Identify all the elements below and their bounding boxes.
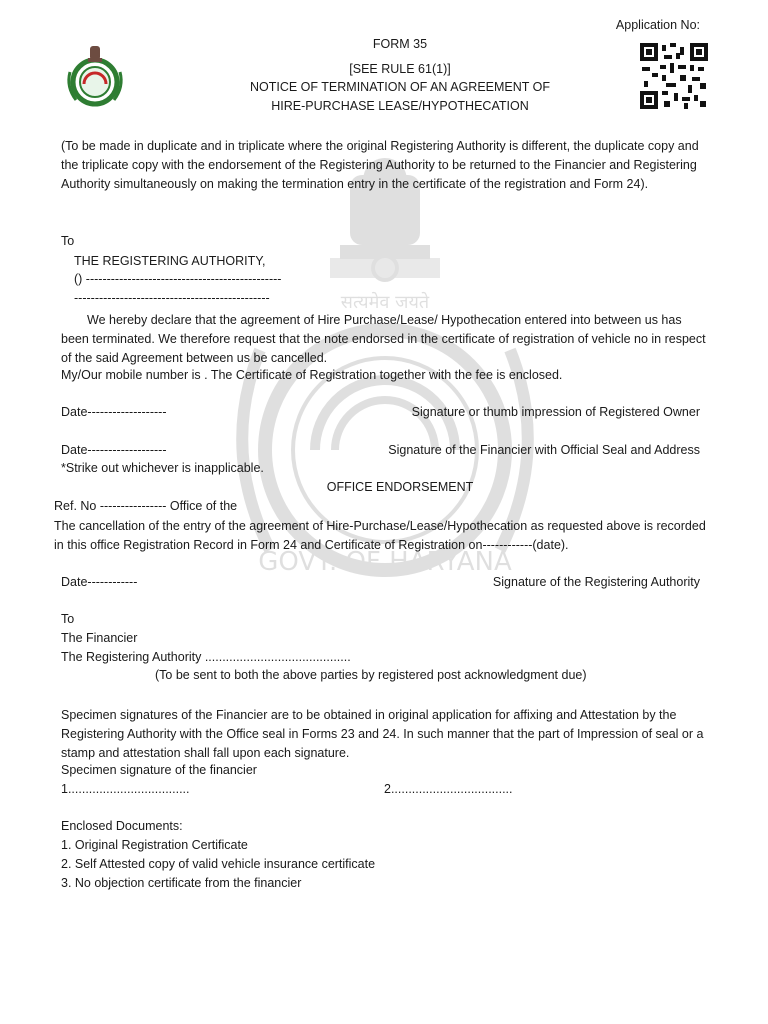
recipient-financier: The Financier bbox=[61, 631, 138, 645]
registering-authority-signature: Signature of the Registering Authority bbox=[492, 575, 700, 589]
specimen-paragraph: Specimen signatures of the Financier are to be obtained in original application for affixing and Attestation by the Registering Authority with the Office seal in Forms 23 and 24. In such manner that the part of Impression of seal or a stamp and attestation shall fall upon each signature. bbox=[61, 708, 704, 760]
intro-paragraph: (To be made in duplicate and in triplicate where the original Registering Authority is different, the duplicate copy and the triplicate copy with the endorsement of the Registering Authority to be returned to the Financier and Registering Authority simultaneously on making the termination entry in the certificate of the registration and Form 24). bbox=[61, 139, 699, 191]
dispatch-note: (To be sent to both the above parties by registered post acknowledgment due) bbox=[155, 668, 587, 682]
office-date: Date------------ bbox=[61, 575, 138, 589]
document-item: 1. Original Registration Certificate bbox=[61, 838, 248, 852]
financier-date: Date------------------- bbox=[61, 443, 167, 457]
document-item: 2. Self Attested copy of valid vehicle insurance certificate bbox=[61, 857, 376, 871]
cancellation-paragraph: The cancellation of the entry of the agreement of Hire-Purchase/Lease/Hypothecation as requested above is recorded in this office Registration Record in Form 24 and Certificate of Registration on------------(date). bbox=[54, 519, 706, 552]
authority-address-line-1: () ----------------------------------------------- bbox=[74, 272, 282, 286]
owner-signature-label: Signature or thumb impression of Registered Owner bbox=[411, 405, 700, 419]
rule-reference: [SEE RULE 61(1)] bbox=[349, 62, 451, 76]
specimen-label: Specimen signature of the financier bbox=[61, 763, 257, 777]
specimen-signature-1: 1................................... bbox=[61, 782, 190, 796]
title-line-2: HIRE-PURCHASE LEASE/HYPOTHECATION bbox=[271, 99, 529, 113]
owner-date: Date------------------- bbox=[61, 405, 167, 419]
office-endorsement-heading: OFFICE ENDORSEMENT bbox=[326, 480, 474, 494]
application-no-label: Application No: bbox=[615, 18, 700, 32]
financier-signature-label: Signature of the Financier with Official Seal and Address bbox=[388, 443, 700, 457]
declaration-paragraph: We hereby declare that the agreement of Hire Purchase/Lease/ Hypothecation entered into between us has been terminated. We therefore request that the note endorsed in the certificate of registration of vehicle no in respect of the said Agreement between us be cancelled. bbox=[61, 313, 706, 365]
strike-note: *Strike out whichever is inapplicable. bbox=[61, 461, 264, 475]
document-item: 3. No objection certificate from the financier bbox=[61, 876, 302, 890]
form-number: FORM 35 bbox=[372, 37, 428, 51]
mobile-statement: My/Our mobile number is . The Certificate of Registration together with the fee is enclosed. bbox=[61, 368, 563, 382]
ref-no-line: Ref. No ---------------- Office of the bbox=[54, 499, 238, 513]
recipients-to: To bbox=[61, 612, 75, 626]
recipient-authority: The Registering Authority .......................................... bbox=[61, 650, 351, 664]
title-line-1: NOTICE OF TERMINATION OF AN AGREEMENT OF bbox=[249, 80, 551, 94]
registering-authority-heading: THE REGISTERING AUTHORITY, bbox=[74, 254, 266, 268]
specimen-signature-2: 2................................... bbox=[384, 782, 513, 796]
to-label: To bbox=[61, 234, 75, 248]
enclosed-documents-heading: Enclosed Documents: bbox=[61, 819, 183, 833]
watermark-seal-text: GOVT. OF HARYANA bbox=[258, 547, 512, 577]
watermark-motto: सत्यमेव जयते bbox=[340, 292, 430, 313]
authority-address-line-2: ----------------------------------------------- bbox=[74, 291, 270, 305]
